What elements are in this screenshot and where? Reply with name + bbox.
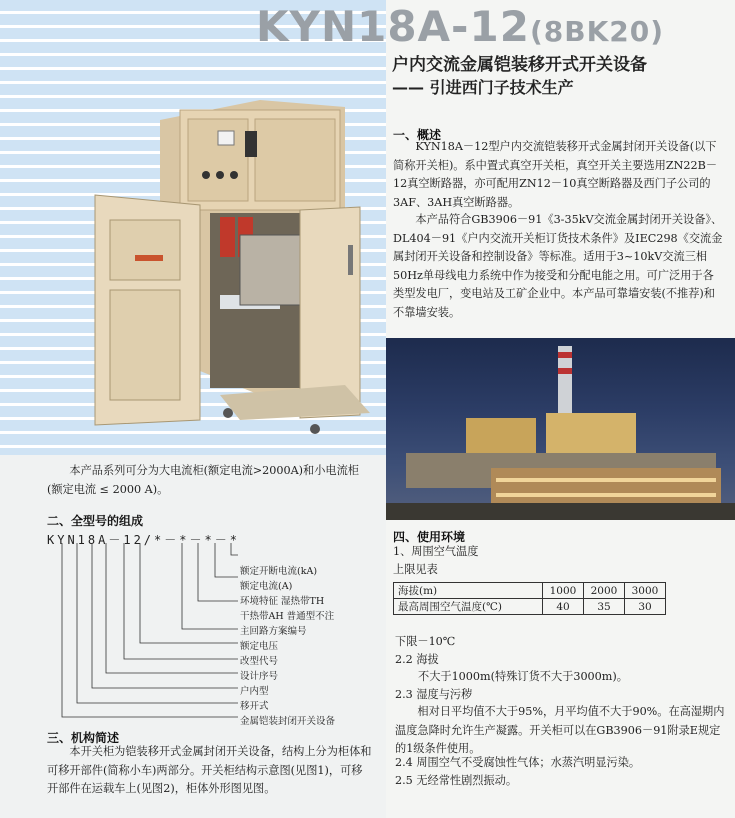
table-cell: 40 bbox=[543, 599, 584, 615]
code-label-metal-clad: 金属铠装封闭开关设备 bbox=[240, 716, 336, 727]
table-cell: 1000 bbox=[543, 583, 584, 599]
table-row bbox=[394, 583, 666, 599]
section3-heading: 三、机构简述 bbox=[47, 731, 120, 745]
section4-humidity-heading: 2.3 湿度与污秽 bbox=[395, 688, 473, 701]
code-label-design-number: 设计序号 bbox=[240, 671, 279, 682]
section4-vibration: 2.5 无经常性剧烈振动。 bbox=[395, 774, 518, 787]
table-cell: 30 bbox=[625, 599, 666, 615]
section4-limit-label: 上限见表 bbox=[393, 563, 438, 576]
code-label-breaking-current: 额定开断电流(kA) bbox=[240, 566, 318, 577]
model-code-diagram bbox=[48, 543, 248, 723]
section1-para1: KYN18A－12型户内交流铠装移开式金属封闭开关设备(以下简称开关柜)。系中置式真空开关柜，真空开关主要选用ZN22B－12真空断路器，亦可配用ZN12－10真空断路器及西门子公司的3AF、3AH真空断路器。 bbox=[393, 140, 718, 209]
section4-altitude-text: 不大于1000m(特殊订货不大于3000m)。 bbox=[418, 670, 628, 683]
model-title: KYN18A-12(8BK20) bbox=[256, 2, 665, 51]
model-suffix: (8BK20) bbox=[529, 15, 665, 48]
product-subtitle: —— 引进西门子技术生产 bbox=[392, 78, 574, 97]
code-label-rated-current: 额定电流(A) bbox=[240, 581, 293, 592]
code-label-dry-heat: 干热带AH 普通型不注 bbox=[240, 611, 335, 622]
table-cell: 35 bbox=[584, 599, 625, 615]
code-label-withdrawable: 移开式 bbox=[240, 701, 269, 712]
section4-altitude-heading: 2.2 海拔 bbox=[395, 653, 439, 666]
code-label-modification: 改型代号 bbox=[240, 656, 279, 667]
table-cell: 海拔(m) bbox=[394, 583, 543, 599]
code-label-main-circuit: 主回路方案编号 bbox=[240, 626, 307, 637]
section4-lower-limit: 下限－10℃ bbox=[395, 635, 456, 648]
section2-heading: 二、全型号的组成 bbox=[47, 514, 144, 528]
table-row bbox=[394, 599, 666, 615]
code-label-environment: 环境特征 湿热带TH bbox=[240, 596, 325, 607]
table-cell: 2000 bbox=[584, 583, 625, 599]
section4-humidity-text: 相对日平均值不大于95%，月平均值不大于90%。在高湿期内温度急降时允许生产凝露。开关柜可以在GB3906－91附录E规定的1级条件使用。 bbox=[395, 705, 725, 755]
power-plant-photo bbox=[386, 338, 735, 520]
section4-sub1: 1、周围空气温度 bbox=[393, 545, 479, 558]
section1-para2: 本产品符合GB3906－91《3-35kV交流金属封闭开关设备》、DL404－91《户内交流开关柜订货技术条件》及IEC298《交流金属封闭开关设备和控制设备》等标准。适用于3~10kV交流三相50Hz单母线电力系统中作为接受和分配电能之用。可广泛用于各类型发电厂，变电站及工矿企业中。本产品可靠墙安装(不推荐)和不靠墙安装。 bbox=[393, 213, 723, 319]
code-label-indoor: 户内型 bbox=[240, 686, 269, 697]
product-title: 户内交流金属铠装移开式开关设备 bbox=[392, 55, 647, 75]
section4-air-quality: 2.4 周围空气不受腐蚀性气体；水蒸汽明显污染。 bbox=[395, 756, 641, 769]
table-cell: 3000 bbox=[625, 583, 666, 599]
section1-heading: 一、概述 bbox=[393, 128, 442, 142]
code-label-rated-voltage: 额定电压 bbox=[240, 641, 279, 652]
model-code: KYN18A－12/*－*－*－* bbox=[47, 533, 240, 547]
switchgear-cabinet-image bbox=[70, 95, 390, 440]
section3-para: 本开关柜为铠装移开式金属封闭开关设备，结构上分为柜体和可移开部件(简称小车)两部分。开关柜结构示意图(见图1)，可移开部件在运载车上(见图2)，柜体外形图见图。 bbox=[47, 745, 372, 795]
temperature-table bbox=[393, 582, 666, 615]
table-cell: 最高周围空气温度(℃) bbox=[394, 599, 543, 615]
intro-bottom-text: 本产品系列可分为大电流柜(额定电流>2000A)和小电流柜(额定电流 ≤ 2000 A)。 bbox=[47, 464, 359, 496]
section4-heading: 四、使用环境 bbox=[393, 530, 466, 544]
